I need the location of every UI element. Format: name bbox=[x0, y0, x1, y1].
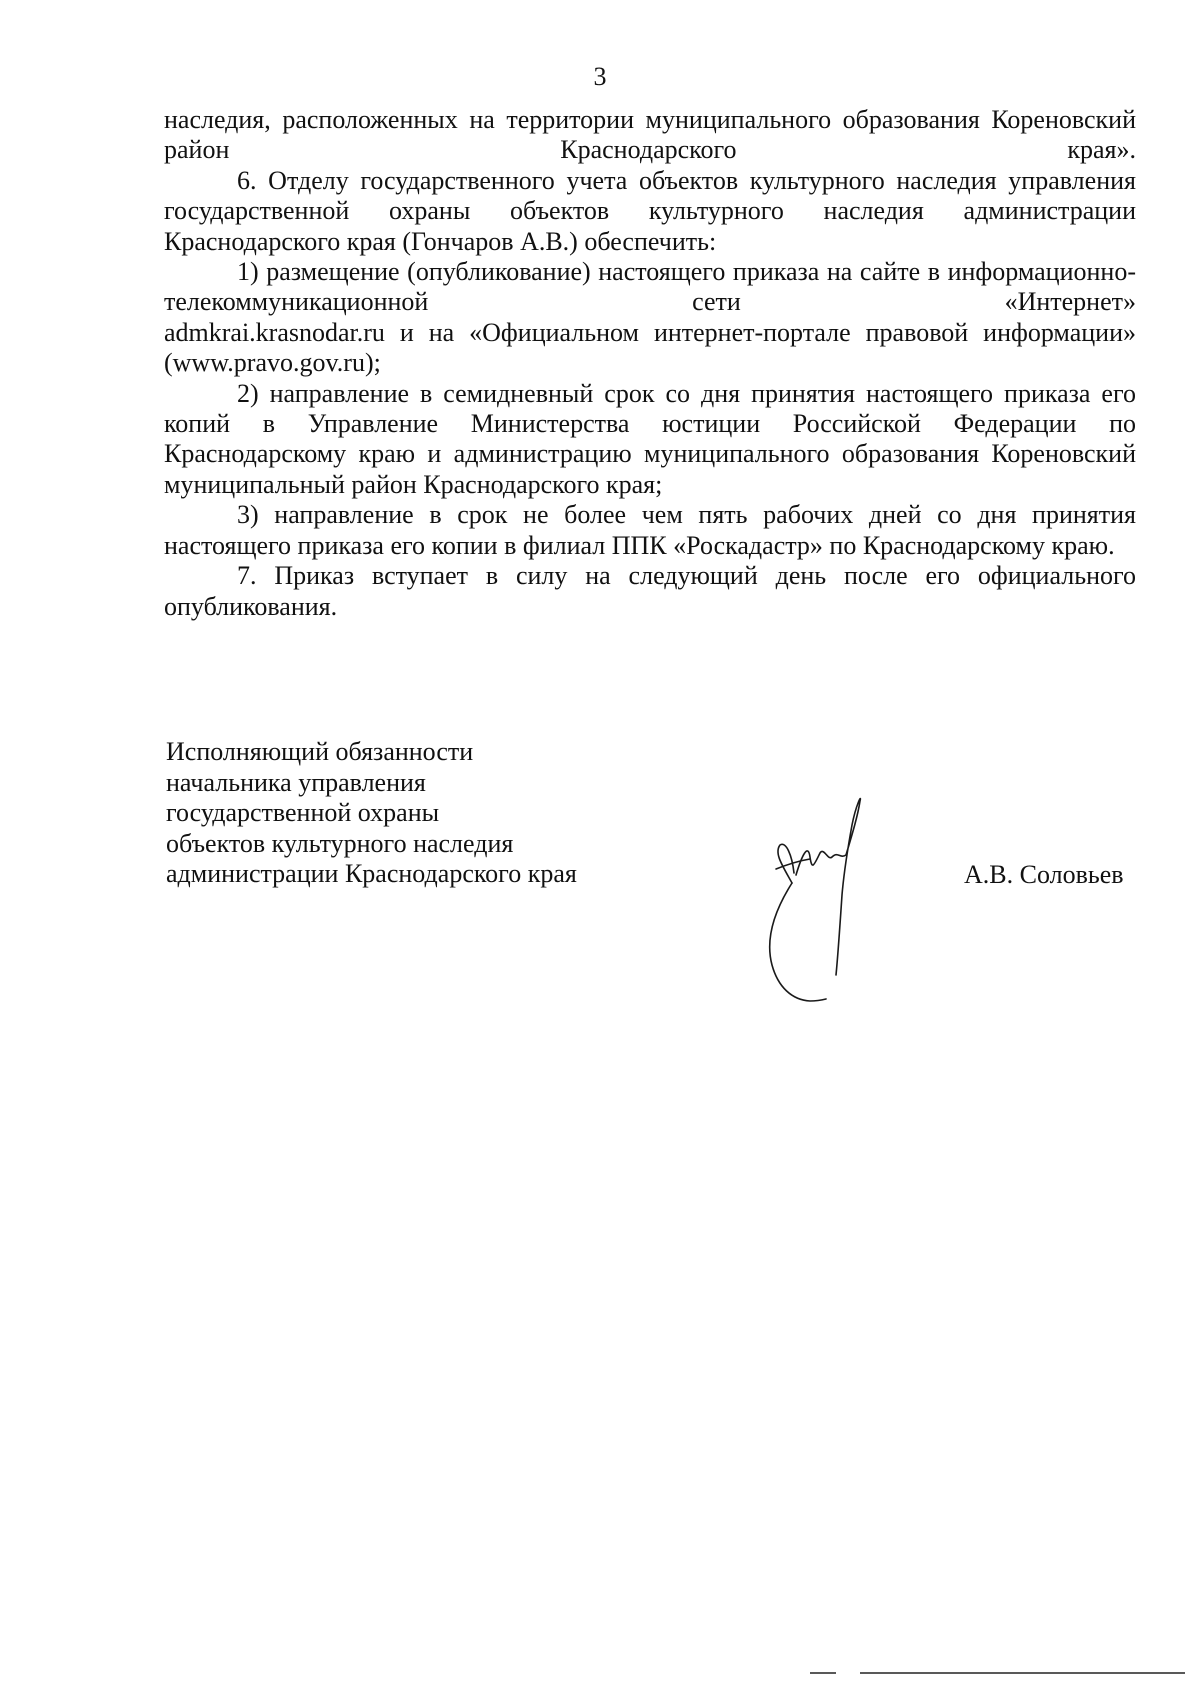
paragraph-item-6: 6. Отделу государственного учета объектов культурного наследия управления государственной охраны объектов культурного наследия администрации Краснодарского края (Гончаров А.В.) обеспечить: bbox=[164, 165, 1136, 256]
paragraph-subitem-1-part-2: admkrai.krasnodar.ru и на «Официальном интернет-портале правовой информации» (www.pravo.gov.ru); bbox=[164, 317, 1136, 378]
signatory-position-line: начальника управления bbox=[166, 767, 426, 797]
paragraph-subitem-1-part-1: 1) размещение (опубликование) настоящего приказа на сайте в информационно-телекоммуникационной сети «Интернет» bbox=[164, 257, 1136, 317]
signatory-position-line: объектов культурного наследия bbox=[166, 828, 514, 858]
paragraph-subitem-3: 3) направление в срок не более чем пять рабочих дней со дня принятия настоящего приказа его копии в филиал ППК «Роскадастр» по Краснодарскому краю. bbox=[164, 500, 1136, 560]
document-body bbox=[164, 105, 1136, 622]
paragraph-subitem-2: 2) направление в семидневный срок со дня принятия настоящего приказа его копий в Управление Министерства юстиции Российской Федерации по Краснодарскому краю и администрацию муниципального образования Кореновский муниципальный район Краснодарского края; bbox=[164, 378, 1136, 499]
signatory-position-line: администрации Краснодарского края bbox=[166, 859, 577, 888]
signatory-position-line: государственной охраны bbox=[166, 798, 440, 827]
page-number: 3 bbox=[593, 62, 607, 91]
paragraph-continuation: наследия, расположенных на территории муниципального образования Кореновский район Краснодарского края». bbox=[164, 105, 1136, 165]
signatory-position-line: Исполняющий обязанности bbox=[166, 737, 474, 766]
paragraph-item-7: 7. Приказ вступает в силу на следующий день после его официального опубликования. bbox=[164, 561, 1136, 621]
signatory-position bbox=[166, 737, 577, 890]
footer-line-marks bbox=[800, 1668, 1190, 1678]
signer-name: А.В. Соловьев bbox=[964, 860, 1124, 889]
handwritten-signature bbox=[752, 795, 912, 1005]
